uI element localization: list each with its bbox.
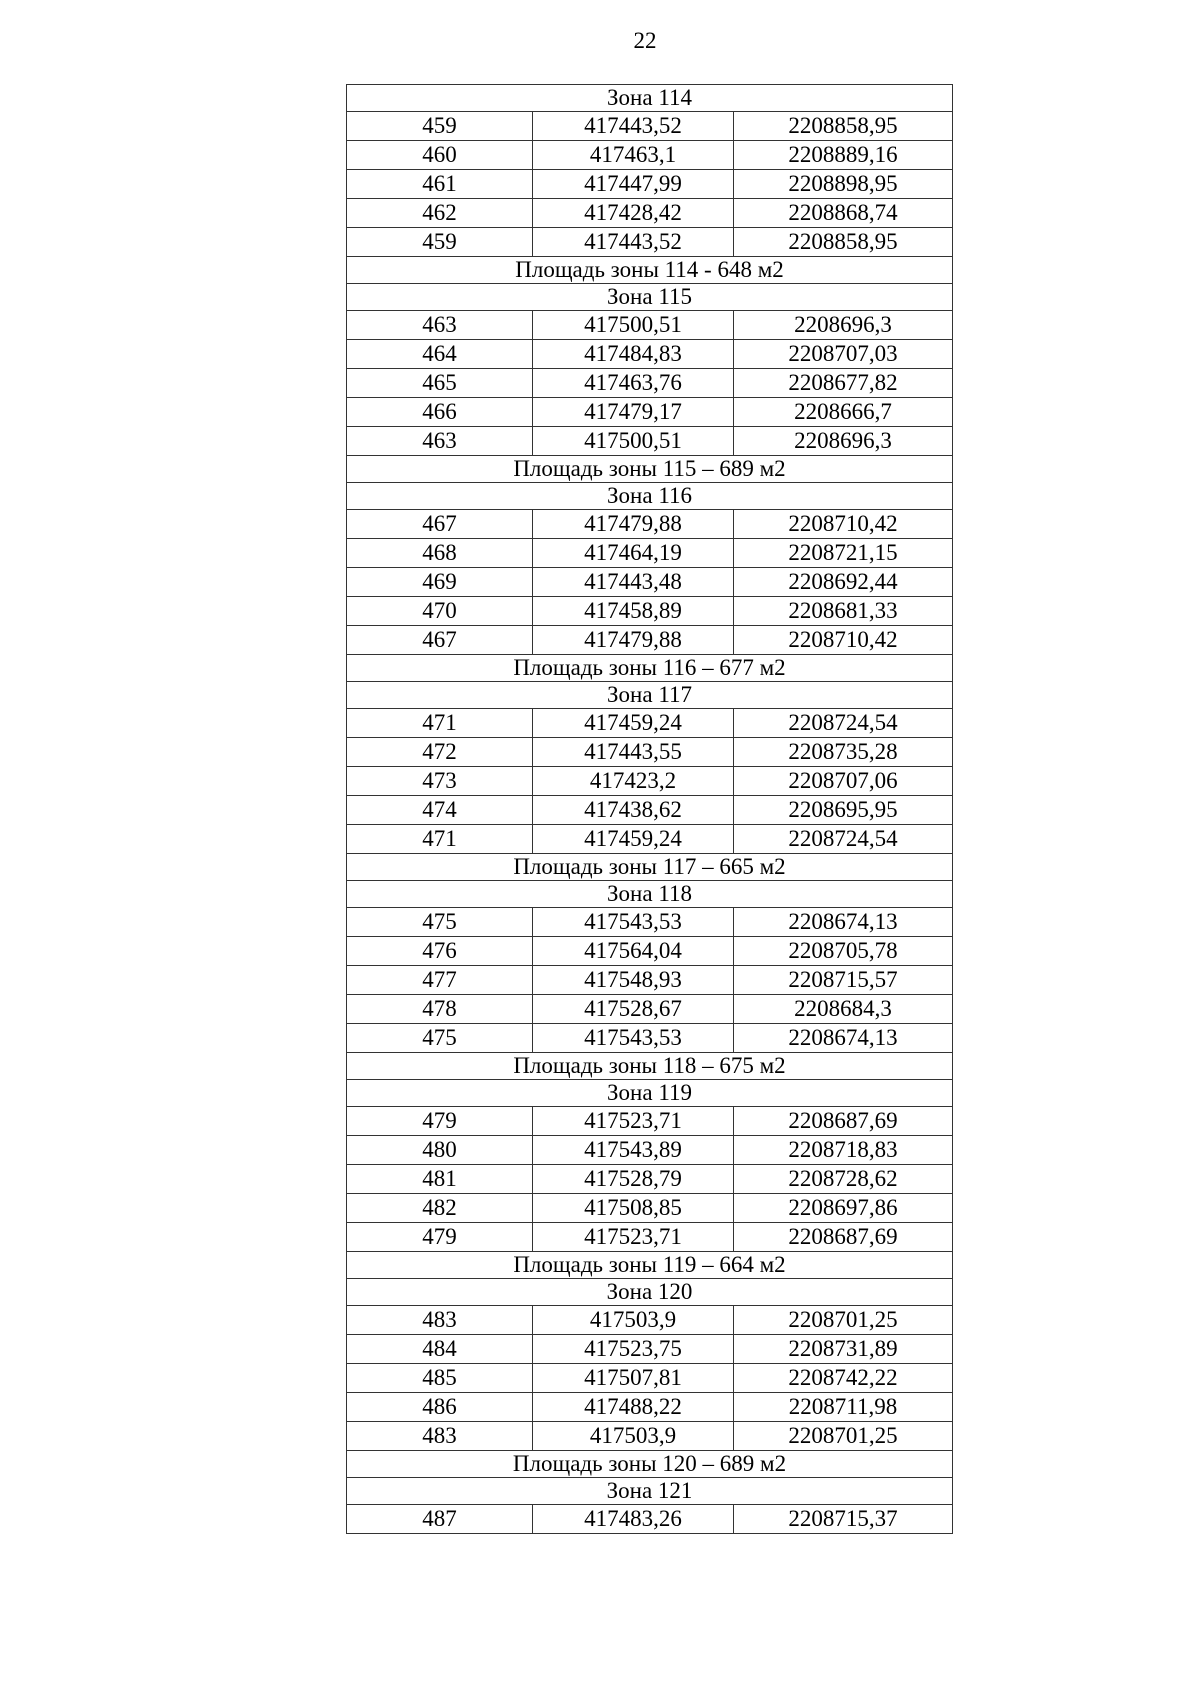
x-coordinate-cell: 417503,9 (533, 1306, 734, 1335)
y-coordinate-cell: 2208687,69 (734, 1223, 953, 1252)
point-number-cell: 469 (347, 568, 533, 597)
point-number-cell: 474 (347, 796, 533, 825)
point-number-cell: 463 (347, 311, 533, 340)
point-number-cell: 467 (347, 626, 533, 655)
y-coordinate-cell: 2208705,78 (734, 937, 953, 966)
point-number-cell: 463 (347, 427, 533, 456)
y-coordinate-cell: 2208666,7 (734, 398, 953, 427)
y-coordinate-cell: 2208868,74 (734, 199, 953, 228)
x-coordinate-cell: 417443,55 (533, 738, 734, 767)
point-row (347, 398, 953, 427)
point-row (347, 199, 953, 228)
zone-area-row (347, 257, 953, 284)
point-number-cell: 480 (347, 1136, 533, 1165)
zone-area-row (347, 1252, 953, 1279)
x-coordinate-cell: 417500,51 (533, 427, 734, 456)
point-number-cell: 467 (347, 510, 533, 539)
point-row (347, 141, 953, 170)
x-coordinate-cell: 417507,81 (533, 1364, 734, 1393)
point-number-cell: 478 (347, 995, 533, 1024)
point-number-cell: 481 (347, 1165, 533, 1194)
y-coordinate-cell: 2208695,95 (734, 796, 953, 825)
y-coordinate-cell: 2208701,25 (734, 1306, 953, 1335)
zone-area-row (347, 1053, 953, 1080)
x-coordinate-cell: 417438,62 (533, 796, 734, 825)
point-row (347, 539, 953, 568)
point-number-cell: 460 (347, 141, 533, 170)
x-coordinate-cell: 417503,9 (533, 1422, 734, 1451)
point-number-cell: 476 (347, 937, 533, 966)
x-coordinate-cell: 417479,17 (533, 398, 734, 427)
point-row (347, 937, 953, 966)
zone-header-row (347, 1478, 953, 1505)
zone-title: Зона 116 (347, 483, 953, 510)
x-coordinate-cell: 417459,24 (533, 709, 734, 738)
zone-title: Зона 118 (347, 881, 953, 908)
zone-area-row (347, 456, 953, 483)
x-coordinate-cell: 417484,83 (533, 340, 734, 369)
point-row (347, 1024, 953, 1053)
point-number-cell: 459 (347, 228, 533, 257)
page-number: 22 (633, 28, 657, 53)
point-number-cell: 484 (347, 1335, 533, 1364)
point-row (347, 738, 953, 767)
point-number-cell: 485 (347, 1364, 533, 1393)
y-coordinate-cell: 2208697,86 (734, 1194, 953, 1223)
point-row (347, 1223, 953, 1252)
point-number-cell: 466 (347, 398, 533, 427)
zone-area-text: Площадь зоны 118 – 675 м2 (347, 1053, 953, 1080)
point-row (347, 1107, 953, 1136)
y-coordinate-cell: 2208858,95 (734, 112, 953, 141)
coordinates-table-body (347, 85, 953, 1534)
zone-area-row (347, 854, 953, 881)
point-number-cell: 475 (347, 1024, 533, 1053)
point-row (347, 1136, 953, 1165)
y-coordinate-cell: 2208742,22 (734, 1364, 953, 1393)
point-row (347, 1165, 953, 1194)
point-row (347, 796, 953, 825)
point-number-cell: 473 (347, 767, 533, 796)
point-row (347, 311, 953, 340)
x-coordinate-cell: 417443,52 (533, 112, 734, 141)
point-row (347, 369, 953, 398)
x-coordinate-cell: 417543,89 (533, 1136, 734, 1165)
point-number-cell: 472 (347, 738, 533, 767)
x-coordinate-cell: 417463,1 (533, 141, 734, 170)
point-number-cell: 483 (347, 1422, 533, 1451)
point-row (347, 510, 953, 539)
x-coordinate-cell: 417483,26 (533, 1505, 734, 1534)
point-number-cell: 483 (347, 1306, 533, 1335)
point-number-cell: 459 (347, 112, 533, 141)
zone-title: Зона 117 (347, 682, 953, 709)
zone-header-row (347, 85, 953, 112)
x-coordinate-cell: 417543,53 (533, 908, 734, 937)
point-row (347, 340, 953, 369)
y-coordinate-cell: 2208684,3 (734, 995, 953, 1024)
y-coordinate-cell: 2208731,89 (734, 1335, 953, 1364)
zone-area-text: Площадь зоны 119 – 664 м2 (347, 1252, 953, 1279)
y-coordinate-cell: 2208687,69 (734, 1107, 953, 1136)
point-number-cell: 479 (347, 1107, 533, 1136)
x-coordinate-cell: 417523,71 (533, 1223, 734, 1252)
zone-coordinates-table (346, 84, 953, 1534)
point-row (347, 825, 953, 854)
point-number-cell: 465 (347, 369, 533, 398)
point-row (347, 1505, 953, 1534)
y-coordinate-cell: 2208711,98 (734, 1393, 953, 1422)
x-coordinate-cell: 417543,53 (533, 1024, 734, 1053)
point-row (347, 1306, 953, 1335)
point-row (347, 908, 953, 937)
y-coordinate-cell: 2208710,42 (734, 626, 953, 655)
point-number-cell: 479 (347, 1223, 533, 1252)
point-row (347, 427, 953, 456)
y-coordinate-cell: 2208692,44 (734, 568, 953, 597)
point-row (347, 1364, 953, 1393)
point-row (347, 1393, 953, 1422)
point-row (347, 112, 953, 141)
point-number-cell: 486 (347, 1393, 533, 1422)
zone-header-row (347, 682, 953, 709)
y-coordinate-cell: 2208715,57 (734, 966, 953, 995)
point-number-cell: 471 (347, 709, 533, 738)
zone-title: Зона 115 (347, 284, 953, 311)
y-coordinate-cell: 2208674,13 (734, 908, 953, 937)
point-number-cell: 471 (347, 825, 533, 854)
y-coordinate-cell: 2208728,62 (734, 1165, 953, 1194)
x-coordinate-cell: 417423,2 (533, 767, 734, 796)
zone-area-text: Площадь зоны 115 – 689 м2 (347, 456, 953, 483)
x-coordinate-cell: 417428,42 (533, 199, 734, 228)
y-coordinate-cell: 2208715,37 (734, 1505, 953, 1534)
x-coordinate-cell: 417447,99 (533, 170, 734, 199)
point-number-cell: 464 (347, 340, 533, 369)
x-coordinate-cell: 417443,52 (533, 228, 734, 257)
point-row (347, 228, 953, 257)
x-coordinate-cell: 417459,24 (533, 825, 734, 854)
x-coordinate-cell: 417500,51 (533, 311, 734, 340)
y-coordinate-cell: 2208898,95 (734, 170, 953, 199)
point-number-cell: 475 (347, 908, 533, 937)
x-coordinate-cell: 417523,71 (533, 1107, 734, 1136)
zone-title: Зона 120 (347, 1279, 953, 1306)
y-coordinate-cell: 2208696,3 (734, 311, 953, 340)
zone-title: Зона 114 (347, 85, 953, 112)
point-number-cell: 468 (347, 539, 533, 568)
point-row (347, 966, 953, 995)
point-number-cell: 462 (347, 199, 533, 228)
y-coordinate-cell: 2208696,3 (734, 427, 953, 456)
zone-area-row (347, 1451, 953, 1478)
point-number-cell: 477 (347, 966, 533, 995)
y-coordinate-cell: 2208710,42 (734, 510, 953, 539)
point-row (347, 170, 953, 199)
zone-area-text: Площадь зоны 114 - 648 м2 (347, 257, 953, 284)
y-coordinate-cell: 2208724,54 (734, 825, 953, 854)
x-coordinate-cell: 417458,89 (533, 597, 734, 626)
y-coordinate-cell: 2208701,25 (734, 1422, 953, 1451)
x-coordinate-cell: 417508,85 (533, 1194, 734, 1223)
point-row (347, 568, 953, 597)
x-coordinate-cell: 417479,88 (533, 510, 734, 539)
x-coordinate-cell: 417443,48 (533, 568, 734, 597)
point-number-cell: 482 (347, 1194, 533, 1223)
y-coordinate-cell: 2208889,16 (734, 141, 953, 170)
y-coordinate-cell: 2208674,13 (734, 1024, 953, 1053)
y-coordinate-cell: 2208677,82 (734, 369, 953, 398)
point-row (347, 709, 953, 738)
y-coordinate-cell: 2208718,83 (734, 1136, 953, 1165)
zone-area-row (347, 655, 953, 682)
point-number-cell: 487 (347, 1505, 533, 1534)
zone-title: Зона 119 (347, 1080, 953, 1107)
x-coordinate-cell: 417464,19 (533, 539, 734, 568)
point-number-cell: 470 (347, 597, 533, 626)
zone-area-text: Площадь зоны 116 – 677 м2 (347, 655, 953, 682)
x-coordinate-cell: 417479,88 (533, 626, 734, 655)
point-number-cell: 461 (347, 170, 533, 199)
x-coordinate-cell: 417548,93 (533, 966, 734, 995)
x-coordinate-cell: 417523,75 (533, 1335, 734, 1364)
y-coordinate-cell: 2208707,06 (734, 767, 953, 796)
point-row (347, 1422, 953, 1451)
x-coordinate-cell: 417528,67 (533, 995, 734, 1024)
point-row (347, 1335, 953, 1364)
point-row (347, 767, 953, 796)
y-coordinate-cell: 2208724,54 (734, 709, 953, 738)
x-coordinate-cell: 417463,76 (533, 369, 734, 398)
x-coordinate-cell: 417564,04 (533, 937, 734, 966)
zone-title: Зона 121 (347, 1478, 953, 1505)
zone-header-row (347, 1279, 953, 1306)
zone-header-row (347, 284, 953, 311)
x-coordinate-cell: 417528,79 (533, 1165, 734, 1194)
zone-header-row (347, 881, 953, 908)
point-row (347, 995, 953, 1024)
point-row (347, 626, 953, 655)
zone-header-row (347, 483, 953, 510)
y-coordinate-cell: 2208858,95 (734, 228, 953, 257)
y-coordinate-cell: 2208707,03 (734, 340, 953, 369)
point-row (347, 597, 953, 626)
zone-header-row (347, 1080, 953, 1107)
zone-area-text: Площадь зоны 120 – 689 м2 (347, 1451, 953, 1478)
y-coordinate-cell: 2208721,15 (734, 539, 953, 568)
x-coordinate-cell: 417488,22 (533, 1393, 734, 1422)
y-coordinate-cell: 2208735,28 (734, 738, 953, 767)
zone-area-text: Площадь зоны 117 – 665 м2 (347, 854, 953, 881)
point-row (347, 1194, 953, 1223)
y-coordinate-cell: 2208681,33 (734, 597, 953, 626)
